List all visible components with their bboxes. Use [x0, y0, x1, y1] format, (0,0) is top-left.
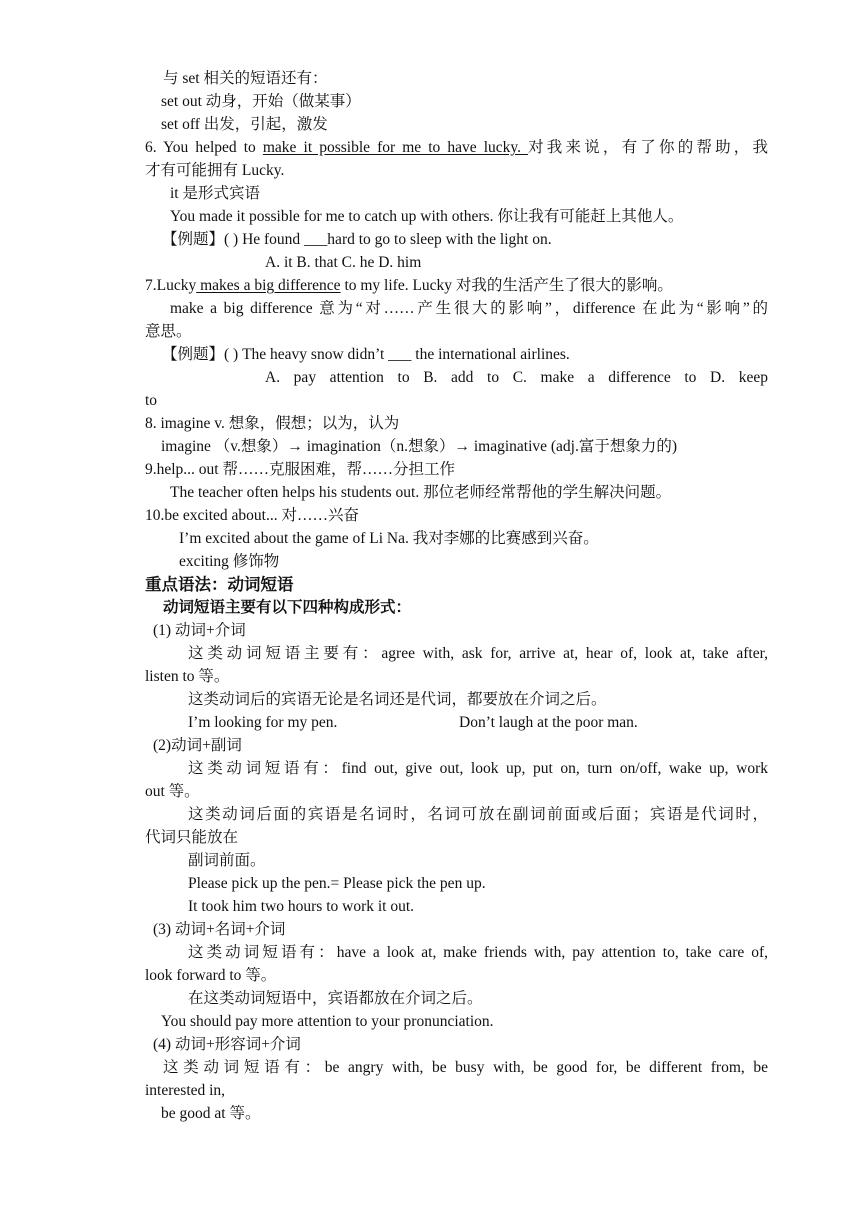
section-subheading: 动词短语主要有以下四种构成形式：: [163, 598, 412, 616]
text-line: 与 set 相关的短语还有：: [163, 70, 328, 87]
exercise-question: 【例题】( ) He found ___hard to go to sleep with the light on.: [162, 231, 552, 248]
text-line: exciting 修饰物: [179, 553, 280, 570]
list-item-heading: (1) 动词+介词: [153, 622, 246, 639]
underlined-phrase: make it possible for me to have lucky.: [262, 139, 529, 156]
text-line: 这类动词后面的宾语是名词时，名词可放在副词前面或后面；宾语是代词时，: [188, 806, 768, 823]
example-sentence: You should pay more attention to your pronunciation.: [161, 1013, 494, 1030]
exercise-question: 【例题】( ) The heavy snow didn’t ___ the international airlines.: [162, 346, 570, 363]
text-line: 这类动词短语有：be angry with, be busy with, be good for, be different from, be: [163, 1059, 768, 1076]
example-sentence: It took him two hours to work it out.: [188, 898, 415, 915]
text-line: be good at 等。: [161, 1105, 261, 1122]
text-line: [188, 711, 768, 734]
text-line: 这类动词短语主要有：agree with, ask for, arrive at, hear of, look at, take after,: [188, 645, 768, 662]
exercise-options: A. pay attention to B. add to C. make a difference to D. keep: [265, 369, 768, 386]
text-line: interested in,: [145, 1082, 226, 1099]
text-run: to my life. Lucky 对我的生活产生了很大的影响。: [340, 277, 673, 294]
text-line: look forward to 等。: [145, 967, 277, 984]
text-line: it 是形式宾语: [170, 185, 260, 202]
text-run: 对我来说，有了你的帮助，我: [528, 139, 768, 156]
section-heading: 重点语法：动词短语: [145, 575, 294, 594]
text-line: You made it possible for me to catch up with others. 你让我有可能赶上其他人。: [170, 208, 684, 225]
text-line: set off 出发，引起，激发: [161, 116, 328, 133]
text-run: 6. You helped to: [145, 139, 263, 156]
text-line: 代词只能放在: [145, 829, 239, 846]
text-line: I’m excited about the game of Li Na. 我对李娜的比赛感到兴奋。: [179, 530, 599, 547]
text-line: 在这类动词短语中，宾语都放在介词之后。: [188, 990, 483, 1007]
example-sentence: Please pick up the pen.= Please pick the pen up.: [188, 875, 486, 892]
example-sentence: Don’t laugh at the poor man.: [459, 714, 638, 731]
text-line: 副词前面。: [188, 852, 266, 869]
text-line: make a big difference 意为“对……产生很大的影响”，difference 在此为“影响”的: [170, 300, 768, 317]
text-line: 10.be excited about... 对……兴奋: [145, 507, 359, 524]
text-line: to: [145, 392, 158, 409]
list-item-heading: (2)动词+副词: [153, 737, 242, 754]
text-line: 才有可能拥有 Lucky.: [145, 162, 285, 179]
text-line: listen to 等。: [145, 668, 230, 685]
exercise-options: A. it B. that C. he D. him: [265, 254, 422, 271]
text-line: [145, 274, 768, 297]
example-sentence: I’m looking for my pen.: [188, 714, 338, 731]
text-line: 意思。: [145, 323, 192, 340]
text-line: out 等。: [145, 783, 200, 800]
text-run: 7.Lucky: [145, 277, 197, 294]
underlined-phrase: makes a big difference: [196, 277, 341, 294]
text-line: [145, 136, 768, 159]
text-line: 这类动词短语有：have a look at, make friends with, pay attention to, take care of,: [188, 944, 768, 961]
text-line: imagine （v.想象）→ imagination（n.想象）→ imaginative (adj.富于想象力的): [161, 438, 678, 455]
text-line: The teacher often helps his students out. 那位老师经常帮他的学生解决问题。: [170, 484, 672, 501]
text-line: 这类动词后的宾语无论是名词还是代词，都要放在介词之后。: [188, 691, 607, 708]
text-line: 这类动词短语有：find out, give out, look up, put on, turn on/off, wake up, work: [188, 760, 768, 777]
list-item-heading: (4) 动词+形容词+介词: [153, 1036, 301, 1053]
list-item-heading: (3) 动词+名词+介词: [153, 921, 286, 938]
text-line: 8. imagine v. 想象，假想；以为，认为: [145, 415, 400, 432]
text-line: 9.help... out 帮……克服困难，帮……分担工作: [145, 461, 455, 478]
text-line: set out 动身，开始（做某事）: [161, 93, 361, 110]
